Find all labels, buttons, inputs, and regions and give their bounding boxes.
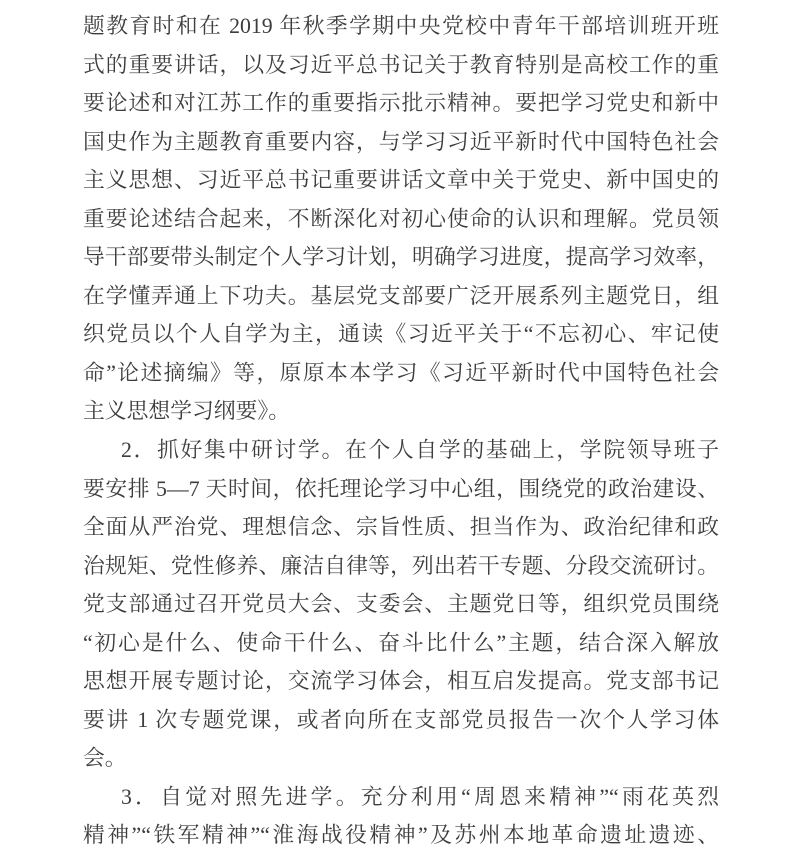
text-line: 要论述和对江苏工作的重要指示批示精神。要把学习党史和新中 <box>83 91 719 116</box>
text-line: 国史作为主题教育重要内容，与学习习近平新时代中国特色社会 <box>83 129 719 154</box>
paragraph <box>83 431 719 778</box>
paragraph <box>83 778 719 854</box>
text-line: 2．抓好集中研讨学。在个人自学的基础上，学院领导班子 <box>121 438 719 463</box>
text-line: 党支部通过召开党员大会、支委会、主题党日等，组织党员围绕 <box>83 592 719 617</box>
text-line: 重要论述结合起来，不断深化对初心使命的认识和理解。党员领 <box>83 206 719 231</box>
text-line: 3．自觉对照先进学。充分利用“周恩来精神”“雨花英烈 <box>121 784 719 809</box>
document-text <box>83 7 719 854</box>
text-line: 命”论述摘编》等，原原本本学习《习近平新时代中国特色社会 <box>83 360 719 385</box>
text-line: “初心是什么、使命干什么、奋斗比什么”主题，结合深入解放 <box>83 630 719 655</box>
text-line: 全面从严治党、理想信念、宗旨性质、担当作为、政治纪律和政 <box>83 515 719 540</box>
paragraph <box>83 7 719 431</box>
text-line: 要讲 1 次专题党课，或者向所在支部党员报告一次个人学习体 <box>83 707 719 732</box>
text-line: 主义思想学习纲要》。 <box>83 399 291 424</box>
text-line: 思想开展专题讨论，交流学习体会，相互启发提高。党支部书记 <box>83 669 719 694</box>
text-line: 治规矩、党性修养、廉洁自律等，列出若干专题、分段交流研讨。 <box>83 553 719 578</box>
text-line: 题教育时和在 2019 年秋季学期中央党校中青年干部培训班开班 <box>83 14 719 38</box>
text-line: 导干部要带头制定个人学习计划，明确学习进度，提高学习效率， <box>83 245 719 270</box>
text-line: 主义思想、习近平总书记重要讲话文章中关于党史、新中国史的 <box>83 168 719 193</box>
text-line: 会。 <box>83 746 127 771</box>
text-line: 在学懂弄通上下功夫。基层党支部要广泛开展系列主题党日，组 <box>83 283 719 308</box>
text-line: 式的重要讲话，以及习近平总书记关于教育特别是高校工作的重 <box>83 52 719 77</box>
text-line: 要安排 5—7 天时间，依托理论学习中心组，围绕党的政治建设、 <box>83 476 719 501</box>
text-line: 精神”“铁军精神”“淮海战役精神”及苏州本地革命遗址遗迹、 <box>83 823 719 848</box>
text-line: 织党员以个人自学为主，通读《习近平关于“不忘初心、牢记使 <box>83 322 719 347</box>
